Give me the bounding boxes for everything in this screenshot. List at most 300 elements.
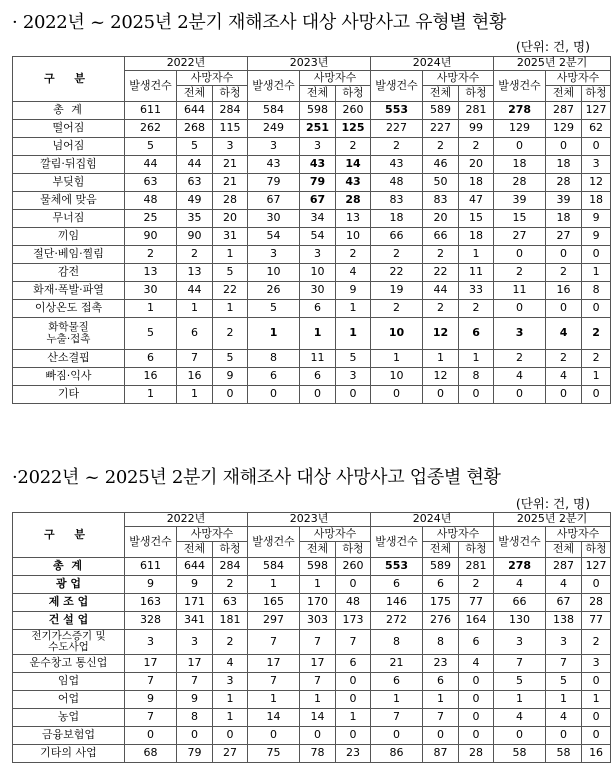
table-cell: 1 xyxy=(300,318,336,350)
table-row xyxy=(13,210,611,228)
deaths-header: 사망자수 xyxy=(546,527,611,542)
table-row xyxy=(13,318,611,350)
corner-label: 구 분 xyxy=(13,513,125,558)
table-cell: 0 xyxy=(494,386,546,404)
table-cell: 125 xyxy=(336,120,371,138)
table-cell: 328 xyxy=(125,612,177,630)
row-label: 화학물질 누출·접촉 xyxy=(13,318,125,350)
occurrence-header: 발생건수 xyxy=(248,527,300,558)
table-cell: 7 xyxy=(248,673,300,691)
table-cell: 22 xyxy=(213,282,248,300)
total-header: 전체 xyxy=(300,86,336,102)
table-cell: 78 xyxy=(300,745,336,763)
table-cell: 1 xyxy=(248,576,300,594)
subcontract-header: 하청 xyxy=(459,86,494,102)
year-header: 2022년 xyxy=(125,513,248,527)
total-header: 전체 xyxy=(177,86,213,102)
table-cell: 2 xyxy=(494,264,546,282)
table-cell: 17 xyxy=(300,655,336,673)
table-cell: 10 xyxy=(248,264,300,282)
table-row xyxy=(13,386,611,404)
table-cell: 18 xyxy=(546,210,582,228)
table-cell: 79 xyxy=(300,174,336,192)
table-cell: 2 xyxy=(336,138,371,156)
table-cell: 0 xyxy=(546,138,582,156)
table-cell: 2 xyxy=(546,264,582,282)
deaths-header: 사망자수 xyxy=(300,527,371,542)
table-cell: 21 xyxy=(213,174,248,192)
table-cell: 77 xyxy=(459,594,494,612)
table-cell: 2 xyxy=(582,630,611,655)
table-cell: 1 xyxy=(423,691,459,709)
total-header: 전체 xyxy=(546,542,582,558)
table-cell: 0 xyxy=(459,691,494,709)
table-cell: 83 xyxy=(423,192,459,210)
table-cell: 115 xyxy=(213,120,248,138)
table-row xyxy=(13,709,611,727)
row-label: 무너짐 xyxy=(13,210,125,228)
table-cell: 2 xyxy=(546,350,582,368)
table-cell: 2 xyxy=(459,138,494,156)
total-header: 전체 xyxy=(546,86,582,102)
table-cell: 44 xyxy=(125,156,177,174)
table-cell: 0 xyxy=(371,727,423,745)
table-cell: 2 xyxy=(459,300,494,318)
table-cell: 17 xyxy=(125,655,177,673)
table-cell: 50 xyxy=(423,174,459,192)
occurrence-header: 발생건수 xyxy=(125,527,177,558)
table-cell: 17 xyxy=(248,655,300,673)
subcontract-header: 하청 xyxy=(213,86,248,102)
table-cell: 0 xyxy=(582,727,611,745)
total-header: 전체 xyxy=(177,542,213,558)
table-cell: 66 xyxy=(423,228,459,246)
row-label: 총 계 xyxy=(13,102,125,120)
table-cell: 86 xyxy=(371,745,423,763)
table-cell: 3 xyxy=(582,156,611,174)
table-cell: 1 xyxy=(459,350,494,368)
corner-label: 구 분 xyxy=(13,57,125,102)
table-cell: 249 xyxy=(248,120,300,138)
table-cell: 18 xyxy=(494,156,546,174)
table-cell: 46 xyxy=(423,156,459,174)
table-row xyxy=(13,745,611,763)
table-cell: 7 xyxy=(300,673,336,691)
table-cell: 21 xyxy=(213,156,248,174)
subcontract-header: 하청 xyxy=(336,542,371,558)
table-cell: 6 xyxy=(300,368,336,386)
table-row xyxy=(13,156,611,174)
table-cell: 170 xyxy=(300,594,336,612)
table-cell: 3 xyxy=(248,246,300,264)
table-row xyxy=(13,612,611,630)
table-cell: 28 xyxy=(546,174,582,192)
table-cell: 0 xyxy=(423,727,459,745)
table-cell: 10 xyxy=(336,228,371,246)
table-cell: 16 xyxy=(125,368,177,386)
table-cell: 90 xyxy=(177,228,213,246)
table-cell: 10 xyxy=(300,264,336,282)
table-cell: 287 xyxy=(546,102,582,120)
table-cell: 67 xyxy=(546,594,582,612)
table-row xyxy=(13,673,611,691)
table-cell: 1 xyxy=(177,386,213,404)
table-cell: 262 xyxy=(125,120,177,138)
table-cell: 281 xyxy=(459,558,494,576)
occurrence-header: 발생건수 xyxy=(371,527,423,558)
table-cell: 164 xyxy=(459,612,494,630)
row-label: 화재·폭발·파열 xyxy=(13,282,125,300)
table-cell: 3 xyxy=(300,246,336,264)
table-cell: 1 xyxy=(300,576,336,594)
row-label: 끼임 xyxy=(13,228,125,246)
table-row xyxy=(13,282,611,300)
table-row xyxy=(13,300,611,318)
type-stats-table xyxy=(12,56,611,404)
table-cell: 48 xyxy=(336,594,371,612)
row-label: 기타의 사업 xyxy=(13,745,125,763)
subcontract-header: 하청 xyxy=(336,86,371,102)
table-cell: 553 xyxy=(371,102,423,120)
table-cell: 7 xyxy=(300,630,336,655)
table-cell: 4 xyxy=(494,368,546,386)
table-row xyxy=(13,174,611,192)
row-label: 넘어짐 xyxy=(13,138,125,156)
table-cell: 2 xyxy=(371,246,423,264)
table-cell: 18 xyxy=(459,174,494,192)
table-cell: 54 xyxy=(248,228,300,246)
table-cell: 28 xyxy=(459,745,494,763)
table-cell: 3 xyxy=(125,630,177,655)
table-cell: 18 xyxy=(582,192,611,210)
subcontract-header: 하청 xyxy=(582,86,611,102)
table-cell: 5 xyxy=(213,350,248,368)
table-row xyxy=(13,350,611,368)
row-label: 깔림·뒤집힘 xyxy=(13,156,125,174)
table-cell: 1 xyxy=(213,300,248,318)
table-cell: 0 xyxy=(300,386,336,404)
table-cell: 1 xyxy=(248,691,300,709)
table-cell: 19 xyxy=(371,282,423,300)
total-header: 전체 xyxy=(300,542,336,558)
table-cell: 5 xyxy=(336,350,371,368)
table-cell: 2 xyxy=(125,246,177,264)
table-cell: 129 xyxy=(494,120,546,138)
table-cell: 33 xyxy=(459,282,494,300)
table-cell: 6 xyxy=(459,630,494,655)
table-cell: 8 xyxy=(582,282,611,300)
table-cell: 39 xyxy=(494,192,546,210)
table-cell: 284 xyxy=(213,558,248,576)
table-cell: 278 xyxy=(494,558,546,576)
row-label: 광 업 xyxy=(13,576,125,594)
row-label: 어업 xyxy=(13,691,125,709)
table-cell: 1 xyxy=(494,691,546,709)
row-label: 떨어짐 xyxy=(13,120,125,138)
table-cell: 77 xyxy=(582,612,611,630)
table-cell: 1 xyxy=(177,300,213,318)
total-header: 전체 xyxy=(423,86,459,102)
row-label: 건 설 업 xyxy=(13,612,125,630)
row-label: 총 계 xyxy=(13,558,125,576)
table-cell: 34 xyxy=(300,210,336,228)
table-cell: 99 xyxy=(459,120,494,138)
table-cell: 43 xyxy=(248,156,300,174)
table-cell: 278 xyxy=(494,102,546,120)
row-label: 빠짐·익사 xyxy=(13,368,125,386)
table-cell: 227 xyxy=(371,120,423,138)
table-cell: 3 xyxy=(177,630,213,655)
table-cell: 1 xyxy=(213,246,248,264)
table-cell: 7 xyxy=(125,709,177,727)
table-cell: 5 xyxy=(125,138,177,156)
table-cell: 1 xyxy=(371,691,423,709)
occurrence-header: 발생건수 xyxy=(371,71,423,102)
table-cell: 6 xyxy=(125,350,177,368)
table-cell: 1 xyxy=(125,386,177,404)
table-cell: 54 xyxy=(300,228,336,246)
table-cell: 1 xyxy=(213,709,248,727)
table-cell: 8 xyxy=(459,368,494,386)
table-row xyxy=(13,192,611,210)
table-cell: 27 xyxy=(213,745,248,763)
row-label: 금융보험업 xyxy=(13,727,125,745)
table-cell: 44 xyxy=(423,282,459,300)
table-cell: 2 xyxy=(582,318,611,350)
table-cell: 260 xyxy=(336,102,371,120)
row-label: 부딪힘 xyxy=(13,174,125,192)
row-label: 산소결핍 xyxy=(13,350,125,368)
table-cell: 584 xyxy=(248,558,300,576)
table-cell: 20 xyxy=(423,210,459,228)
table-cell: 0 xyxy=(371,386,423,404)
year-header: 2025년 2분기 xyxy=(494,57,611,71)
table-cell: 4 xyxy=(494,576,546,594)
table-cell: 0 xyxy=(248,386,300,404)
table-cell: 3 xyxy=(336,368,371,386)
table-cell: 0 xyxy=(336,673,371,691)
table-cell: 7 xyxy=(423,709,459,727)
occurrence-header: 발생건수 xyxy=(494,71,546,102)
table-cell: 58 xyxy=(494,745,546,763)
table-cell: 67 xyxy=(300,192,336,210)
table-cell: 0 xyxy=(546,300,582,318)
table-row xyxy=(13,630,611,655)
table-cell: 2 xyxy=(213,630,248,655)
table-row xyxy=(13,368,611,386)
table-cell: 2 xyxy=(582,350,611,368)
table-cell: 11 xyxy=(459,264,494,282)
table-cell: 67 xyxy=(248,192,300,210)
table-cell: 0 xyxy=(177,727,213,745)
table-cell: 9 xyxy=(177,576,213,594)
table-cell: 287 xyxy=(546,558,582,576)
table-cell: 26 xyxy=(248,282,300,300)
table-cell: 171 xyxy=(177,594,213,612)
table-cell: 0 xyxy=(582,138,611,156)
table-row xyxy=(13,264,611,282)
table-cell: 6 xyxy=(423,673,459,691)
table-cell: 175 xyxy=(423,594,459,612)
table-cell: 0 xyxy=(336,727,371,745)
table-cell: 130 xyxy=(494,612,546,630)
year-header: 2022년 xyxy=(125,57,248,71)
table-cell: 611 xyxy=(125,102,177,120)
table-cell: 0 xyxy=(546,727,582,745)
table-cell: 28 xyxy=(494,174,546,192)
row-label: 임업 xyxy=(13,673,125,691)
table-cell: 83 xyxy=(371,192,423,210)
table-cell: 25 xyxy=(125,210,177,228)
table-cell: 0 xyxy=(459,727,494,745)
table-row xyxy=(13,691,611,709)
table-cell: 8 xyxy=(248,350,300,368)
year-header: 2023년 xyxy=(248,513,371,527)
table-cell: 21 xyxy=(371,655,423,673)
table-cell: 0 xyxy=(336,576,371,594)
table-cell: 7 xyxy=(248,630,300,655)
occurrence-header: 발생건수 xyxy=(248,71,300,102)
year-header: 2024년 xyxy=(371,513,494,527)
table-cell: 43 xyxy=(336,174,371,192)
table-cell: 6 xyxy=(248,368,300,386)
table-cell: 127 xyxy=(582,558,611,576)
table-cell: 644 xyxy=(177,558,213,576)
table-cell: 20 xyxy=(213,210,248,228)
table-cell: 13 xyxy=(177,264,213,282)
table-cell: 584 xyxy=(248,102,300,120)
table-cell: 1 xyxy=(582,691,611,709)
table-cell: 129 xyxy=(546,120,582,138)
table-cell: 7 xyxy=(336,630,371,655)
table-cell: 48 xyxy=(125,192,177,210)
table-cell: 2 xyxy=(336,246,371,264)
table-cell: 2 xyxy=(423,138,459,156)
year-header: 2024년 xyxy=(371,57,494,71)
table-cell: 5 xyxy=(213,264,248,282)
table-cell: 284 xyxy=(213,102,248,120)
table-cell: 8 xyxy=(371,630,423,655)
table-cell: 127 xyxy=(582,102,611,120)
table-cell: 303 xyxy=(300,612,336,630)
table-cell: 260 xyxy=(336,558,371,576)
table-cell: 297 xyxy=(248,612,300,630)
subcontract-header: 하청 xyxy=(213,542,248,558)
row-label: 물체에 맞음 xyxy=(13,192,125,210)
table-cell: 6 xyxy=(371,673,423,691)
table-cell: 18 xyxy=(546,156,582,174)
table-cell: 1 xyxy=(582,368,611,386)
table-cell: 23 xyxy=(336,745,371,763)
table-cell: 90 xyxy=(125,228,177,246)
table-cell: 611 xyxy=(125,558,177,576)
table-cell: 20 xyxy=(459,156,494,174)
row-label: 기타 xyxy=(13,386,125,404)
table-row xyxy=(13,228,611,246)
table-cell: 8 xyxy=(177,709,213,727)
row-label: 감전 xyxy=(13,264,125,282)
table-cell: 0 xyxy=(459,709,494,727)
table-cell: 0 xyxy=(582,576,611,594)
total-header: 전체 xyxy=(423,542,459,558)
table-cell: 30 xyxy=(300,282,336,300)
table-cell: 16 xyxy=(177,368,213,386)
table-cell: 18 xyxy=(371,210,423,228)
table2-unit: (단위: 건, 명) xyxy=(515,496,590,511)
row-label: 절단·베임·찔림 xyxy=(13,246,125,264)
table-cell: 2 xyxy=(371,300,423,318)
table-cell: 30 xyxy=(125,282,177,300)
table-cell: 30 xyxy=(248,210,300,228)
table-cell: 17 xyxy=(177,655,213,673)
row-label: 전기가스증기 및 수도사업 xyxy=(13,630,125,655)
table-cell: 9 xyxy=(125,576,177,594)
table-cell: 341 xyxy=(177,612,213,630)
table-cell: 5 xyxy=(494,673,546,691)
table-cell: 1 xyxy=(546,691,582,709)
table-cell: 28 xyxy=(336,192,371,210)
row-label: 농업 xyxy=(13,709,125,727)
table-cell: 12 xyxy=(423,368,459,386)
table-cell: 0 xyxy=(248,727,300,745)
table-cell: 66 xyxy=(494,594,546,612)
table-cell: 0 xyxy=(459,386,494,404)
table-row xyxy=(13,727,611,745)
table-cell: 7 xyxy=(177,673,213,691)
table-cell: 598 xyxy=(300,102,336,120)
table-cell: 8 xyxy=(423,630,459,655)
deaths-header: 사망자수 xyxy=(423,527,494,542)
subcontract-header: 하청 xyxy=(582,542,611,558)
table-cell: 0 xyxy=(213,386,248,404)
table-cell: 12 xyxy=(582,174,611,192)
table-cell: 7 xyxy=(125,673,177,691)
table-cell: 2 xyxy=(494,350,546,368)
table-cell: 146 xyxy=(371,594,423,612)
table-row xyxy=(13,594,611,612)
table-cell: 10 xyxy=(371,318,423,350)
table-cell: 0 xyxy=(336,386,371,404)
row-label: 이상온도 접촉 xyxy=(13,300,125,318)
table-cell: 58 xyxy=(546,745,582,763)
table-cell: 63 xyxy=(213,594,248,612)
table-cell: 0 xyxy=(213,727,248,745)
table-cell: 4 xyxy=(494,709,546,727)
table-cell: 0 xyxy=(582,709,611,727)
table-cell: 23 xyxy=(423,655,459,673)
table1-title: · 2022년 ~ 2025년 2분기 재해조사 대상 사망사고 유형별 현황 xyxy=(12,12,507,33)
table-cell: 31 xyxy=(213,228,248,246)
table-cell: 0 xyxy=(336,691,371,709)
table-cell: 11 xyxy=(300,350,336,368)
table-cell: 1 xyxy=(300,691,336,709)
table-cell: 1 xyxy=(336,709,371,727)
table-cell: 2 xyxy=(371,138,423,156)
table-cell: 13 xyxy=(336,210,371,228)
table-cell: 165 xyxy=(248,594,300,612)
deaths-header: 사망자수 xyxy=(177,71,248,86)
table-cell: 44 xyxy=(177,156,213,174)
table-cell: 16 xyxy=(546,282,582,300)
table-cell: 589 xyxy=(423,102,459,120)
table-cell: 5 xyxy=(546,673,582,691)
table-row xyxy=(13,246,611,264)
table-cell: 3 xyxy=(546,630,582,655)
table-cell: 2 xyxy=(213,576,248,594)
table-cell: 0 xyxy=(300,727,336,745)
table-cell: 3 xyxy=(582,655,611,673)
table-cell: 0 xyxy=(582,300,611,318)
